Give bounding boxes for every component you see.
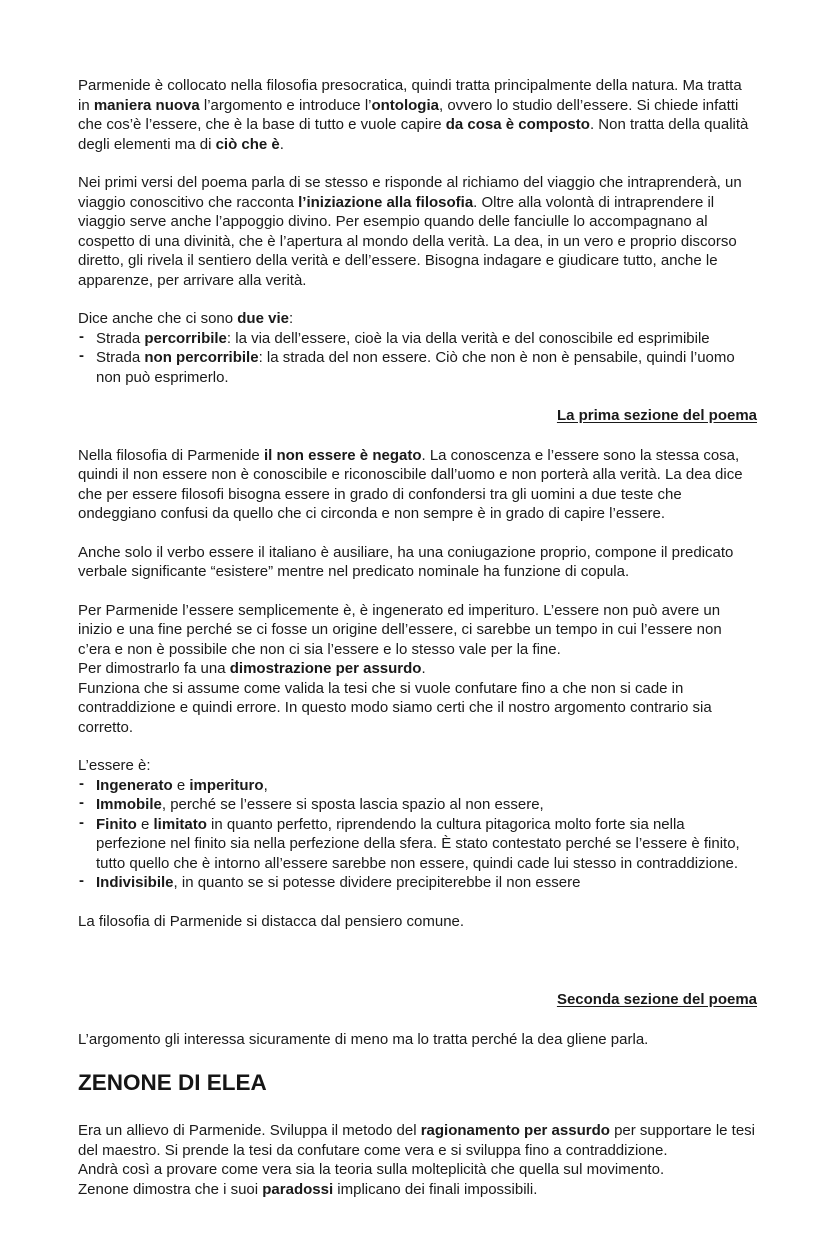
text-run: Anche solo il verbo essere il italiano è ausiliare, ha una coniugazione proprio, compone il predicato verbale significante “esistere” mentre nel predicato nominale ha funzione di copula. <box>78 543 734 580</box>
text-run: . Oltre alla volontà di intraprendere il viaggio serve anche l’appoggio divino. Per esempio quando delle fanciulle lo accompagnano al cospetto di una divinità, che è l’apertura al mondo della verità. La dea, in un vero e proprio discorso diretto, gli rivela il sentiero della verità e dell’essere. Bisogna indagare e giudicare tutto, anche le apparenze, per arrivare alla verità. <box>78 193 737 289</box>
bold-text-run: Finito <box>96 815 137 833</box>
bold-text-run: Immobile <box>96 796 162 813</box>
paragraph <box>78 1121 757 1199</box>
text-run: l’argomento e introduce l’ <box>199 96 372 114</box>
text-run: L’essere è: <box>78 757 151 774</box>
text-run: Era un allievo di Parmenide. Sviluppa il metodo del <box>78 1122 421 1140</box>
bold-text-run: Indivisibile <box>96 874 174 891</box>
text-run: : la via dell’essere, cioè la via della verità e del conoscibile ed esprimibile <box>226 329 710 347</box>
bold-text-run: ragionamento per assurdo <box>420 1122 610 1140</box>
bold-text-run: da cosa è composto <box>445 116 590 133</box>
text-run: , <box>263 776 268 794</box>
list-item <box>78 348 757 387</box>
bold-text-run: paradossi <box>262 1180 334 1198</box>
text-run: Strada <box>96 329 145 347</box>
paragraph <box>78 912 757 932</box>
vertical-spacer <box>78 950 757 990</box>
text-run: La filosofia di Parmenide si distacca dal pensiero comune. <box>78 912 465 930</box>
text-run: L’argomento gli interessa sicuramente di meno ma lo tratta perché la dea gliene parla. <box>78 1030 649 1048</box>
text-run: Nei primi versi del poema parla di se stesso e risponde al richiamo del viaggio che intraprenderà, un viaggio conoscitivo che racconta <box>78 174 742 211</box>
bullet-dash-icon: - <box>79 347 84 364</box>
bullet-dash-icon: - <box>79 774 84 792</box>
text-run: . <box>421 660 426 677</box>
bold-text-run: ciò che è <box>215 135 280 153</box>
text-run: e <box>172 776 190 794</box>
text-run: e <box>136 815 154 833</box>
list-item <box>78 873 757 893</box>
list-item <box>78 795 757 815</box>
text-run: Strada <box>96 349 145 366</box>
list-item-text <box>96 873 757 893</box>
text-run: implicano dei finali impossibili. <box>333 1180 538 1198</box>
text-run: Nella filosofia di Parmenide <box>78 446 264 464</box>
bold-text-run: limitato <box>153 815 207 833</box>
list-item-text <box>96 815 757 874</box>
list-item <box>78 815 757 874</box>
bold-text-run: due vie <box>237 310 289 327</box>
list-item <box>78 776 757 796</box>
main-heading: ZENONE DI ELEA <box>78 1070 267 1095</box>
bold-text-run: ontologia <box>371 96 439 114</box>
document-content <box>78 76 757 1199</box>
paragraph <box>78 446 757 524</box>
bullet-list <box>78 776 757 893</box>
text-run: , ovvero lo studio dell’essere. Si chiede infatti che cos’è l’essere, che è la base di tutto e vuole capire <box>78 96 739 133</box>
bullet-dash-icon: - <box>79 813 84 831</box>
paragraph <box>78 76 757 154</box>
section-heading <box>78 990 757 1010</box>
list-item-text <box>96 795 757 815</box>
text-run: : <box>288 310 294 327</box>
bold-text-run: Ingenerato <box>96 776 173 794</box>
bullet-dash-icon: - <box>79 872 84 889</box>
list-item-text <box>96 348 757 387</box>
section-heading-text: Seconda sezione del poema <box>556 991 757 1008</box>
bullet-dash-icon: - <box>79 327 84 345</box>
text-run: Funziona che si assume come valida la tesi che si vuole confutare fino a che non si cade in contraddizione e quindi errore. In questo modo siamo certi che il nostro argomento contrario sia corretto. <box>78 679 712 736</box>
bold-text-run: non percorribile <box>144 349 259 366</box>
paragraph <box>78 756 757 776</box>
bold-text-run: dimostrazione per assurdo <box>229 660 422 677</box>
text-run: , in quanto se si potesse dividere precipiterebbe il non essere <box>173 874 581 891</box>
bold-text-run: percorribile <box>144 329 227 347</box>
text-run: per supportare le tesi del maestro. Si prende la tesi da confutare come vera e si sviluppa fino a contraddizione. <box>78 1122 755 1159</box>
text-run: Parmenide è collocato nella filosofia presocratica, quindi tratta principalmente della natura. Ma tratta in <box>78 77 742 114</box>
paragraph <box>78 543 757 582</box>
bold-text-run: maniera nuova <box>93 96 200 114</box>
text-run: Dice anche che ci sono <box>78 310 238 327</box>
text-run: in quanto perfetto, riprendendo la cultura pitagorica molto forte sia nella perfezione nel finito sia nella perfezione della sfera. È stato contestato perché se l’essere è finito, tutto quello che è intorno all’essere sarebbe non essere, quindi cade lui stesso in contraddizione. <box>96 815 740 872</box>
text-run: Andrà così a provare come vera sia la teoria sulla molteplicità che quella sul movimento. <box>78 1161 665 1179</box>
text-run: . Non tratta della qualità degli elementi ma di <box>78 116 749 153</box>
bold-text-run: l’iniziazione alla filosofia <box>298 193 474 211</box>
paragraph <box>78 1030 757 1050</box>
section-heading-text: La prima sezione del poema <box>556 407 757 424</box>
paragraph <box>78 309 757 329</box>
bold-text-run: imperituro <box>189 776 264 794</box>
text-run: Zenone dimostra che i suoi <box>78 1180 263 1198</box>
bullet-list <box>78 329 757 388</box>
paragraph <box>78 601 757 738</box>
bold-text-run: il non essere è negato <box>263 446 422 464</box>
bullet-dash-icon: - <box>79 794 84 811</box>
text-run: Per Parmenide l’essere semplicemente è, è ingenerato ed imperituro. L’essere non può avere un inizio e una fine perché se ci fosse un origine dell’essere, ci sarebbe un tempo in cui l’essere non c’era e non è possibile che non ci sia l’essere e lo stesso vale per la fine. <box>78 601 722 658</box>
text-run: . <box>279 135 284 153</box>
section-heading <box>78 406 757 426</box>
list-item <box>78 329 757 349</box>
text-run: : la strada del non essere. Ciò che non è non è pensabile, quindi l’uomo non può esprimerlo. <box>96 349 735 386</box>
list-item-text <box>96 329 757 349</box>
paragraph <box>78 173 757 290</box>
text-run: . La conoscenza e l’essere sono la stessa cosa, quindi il non essere non è conoscibile e riconoscibile dall’uomo e non porterà alla verità. La dea dice che per essere filosofi bisogna essere in grado di confondersi tra gli uomini a due teste che ondeggiano confusi da quello che ci circonda e non sempre è in grado di capire l’essere. <box>78 446 743 522</box>
text-run: Per dimostrarlo fa una <box>78 660 230 677</box>
list-item-text <box>96 776 757 796</box>
text-run: , perché se l’essere si sposta lascia spazio al non essere, <box>161 796 544 813</box>
